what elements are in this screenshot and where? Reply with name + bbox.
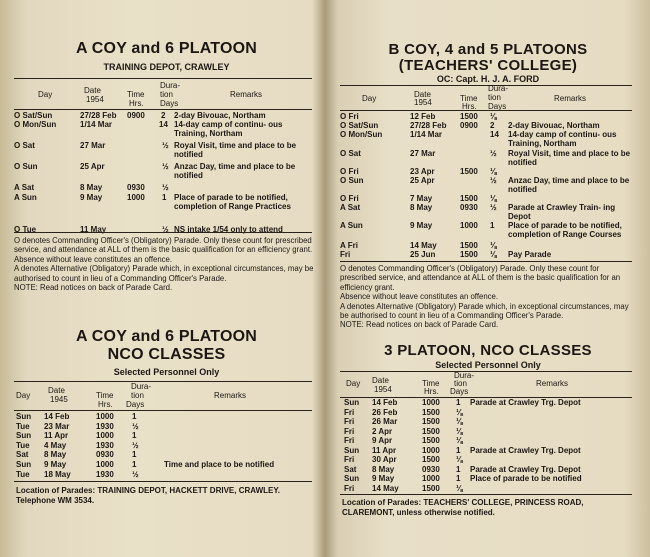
row-duration: ½ bbox=[162, 141, 169, 150]
row-time: 0930 bbox=[460, 203, 478, 212]
row-date: 11 Apr bbox=[44, 431, 69, 441]
row-duration: 1 bbox=[456, 398, 461, 407]
header-year: 1954 bbox=[86, 95, 104, 104]
header-day: Day bbox=[362, 94, 377, 103]
header-hrs: Hrs. bbox=[462, 102, 477, 111]
row-remarks: NS intake 1/54 only to attend bbox=[174, 225, 283, 234]
row-day: O Sat bbox=[340, 149, 361, 158]
row-remarks: Parade at Crawley Trg. Depot bbox=[470, 398, 581, 407]
row-date: 11 May bbox=[80, 225, 107, 234]
header-time: Time bbox=[127, 90, 145, 99]
row-duration: ⅛ bbox=[490, 241, 497, 250]
row-date: 1/14 Mar bbox=[410, 130, 443, 139]
row-day: O Sun bbox=[340, 176, 364, 185]
note-read-notices: NOTE: Read notices on back of Parade Card. bbox=[14, 283, 173, 293]
row-duration: ½ bbox=[490, 203, 497, 212]
row-date: 14 May bbox=[410, 241, 437, 250]
row-day: Sat bbox=[344, 464, 357, 474]
header-tion: tion bbox=[160, 90, 173, 99]
row-duration: 2 bbox=[161, 111, 166, 120]
row-duration: 1 bbox=[456, 445, 461, 455]
table-header-rule bbox=[340, 110, 632, 111]
row-day: Fri bbox=[344, 417, 355, 426]
row-time: 1930 bbox=[96, 469, 114, 479]
row-day: O Tue bbox=[14, 225, 37, 234]
table-bottom-rule bbox=[14, 232, 312, 233]
header-remarks: Remarks bbox=[230, 90, 263, 99]
nco-title: 3 PLATOON, NCO CLASSES bbox=[384, 342, 592, 359]
header-days: Days bbox=[126, 400, 145, 409]
row-date: 25 Apr bbox=[80, 162, 105, 171]
header-hrs: Hrs. bbox=[129, 99, 144, 108]
row-time: 0900 bbox=[460, 121, 478, 130]
row-date: 8 May bbox=[80, 183, 103, 192]
header-year: 1954 bbox=[374, 385, 392, 394]
row-duration: ⅛ bbox=[490, 250, 497, 259]
row-day: A Sat bbox=[340, 203, 361, 212]
row-date: 27/28 Feb bbox=[410, 121, 447, 130]
nco-table-bottom-rule bbox=[14, 481, 312, 482]
row-duration: 2 bbox=[490, 121, 495, 130]
row-date: 30 Apr bbox=[372, 455, 397, 464]
row-date: 14 May bbox=[372, 483, 399, 493]
row-duration: ⅛ bbox=[456, 407, 463, 417]
row-day: O Fri bbox=[340, 112, 359, 121]
note-alternative: A denotes Alternative (Obligatory) Parade which, in exceptional circumstances, may be authorised to count in lieu of a Commanding Officer's Parade. bbox=[14, 264, 314, 283]
note-obligatory: O denotes Commanding Officer's (Obligatory) Parade. Only these count for prescribed service, and attendance at ALL of them is the basic qualification for an efficiency grant. bbox=[14, 236, 313, 255]
row-duration: 1 bbox=[132, 450, 137, 460]
row-time: 1500 bbox=[460, 112, 478, 121]
right-page bbox=[340, 0, 636, 557]
header-tion: tion bbox=[488, 93, 501, 102]
row-day: Fri bbox=[340, 250, 351, 259]
table-bottom-rule bbox=[340, 261, 632, 262]
row-remarks: 2-day Bivouac, Northam bbox=[508, 121, 600, 130]
header-day: Day bbox=[38, 90, 53, 99]
row-day: Sun bbox=[16, 431, 32, 441]
row-date: 25 Jun bbox=[410, 250, 436, 259]
row-remarks: Anzac Day, time and place to be notified bbox=[508, 176, 630, 195]
row-day: Sun bbox=[344, 445, 360, 455]
row-remarks: Parade at Crawley Trg. Depot bbox=[470, 464, 581, 474]
row-duration: ⅛ bbox=[456, 417, 463, 426]
row-date: 8 May bbox=[44, 450, 67, 460]
page-title-college: (TEACHERS' COLLEGE) bbox=[398, 57, 578, 74]
row-date: 26 Feb bbox=[372, 407, 398, 417]
row-day: A Sun bbox=[14, 193, 37, 202]
header-date: Date bbox=[414, 90, 431, 99]
row-date: 14 Feb bbox=[372, 398, 398, 407]
row-date: 9 May bbox=[80, 193, 103, 202]
row-time: 0930 bbox=[127, 183, 145, 192]
header-remarks: Remarks bbox=[214, 391, 247, 400]
row-remarks: Parade at Crawley Train- ing Depot bbox=[508, 203, 616, 222]
row-day: A Sat bbox=[14, 183, 35, 192]
row-date: 25 Apr bbox=[410, 176, 435, 185]
row-duration: ⅛ bbox=[490, 167, 497, 176]
officer-commanding: OC: Capt. H. J. A. FORD bbox=[436, 74, 540, 84]
page-title: A COY and 6 PLATOON bbox=[75, 40, 257, 57]
row-date: 4 May bbox=[44, 440, 67, 450]
row-duration: ⅛ bbox=[456, 483, 463, 493]
row-day: Fri bbox=[344, 436, 355, 445]
row-date: 11 Apr bbox=[372, 445, 397, 455]
row-date: 18 May bbox=[44, 469, 71, 479]
header-hrs: Hrs. bbox=[98, 400, 113, 409]
row-remarks: Time and place to be notified bbox=[164, 460, 275, 469]
note-absence: Absence without leave constitutes an offence. bbox=[340, 292, 499, 302]
header-date: Date bbox=[48, 386, 65, 395]
row-remarks: Place of parade to be notified bbox=[470, 474, 582, 483]
nco-table-top-rule bbox=[340, 371, 632, 372]
row-duration: ½ bbox=[132, 421, 139, 431]
row-time: 1000 bbox=[460, 221, 478, 230]
row-duration: ⅛ bbox=[456, 436, 463, 445]
row-remarks: Royal Visit, time and place to be notified bbox=[174, 141, 297, 160]
table-header-rule bbox=[14, 109, 312, 110]
nco-table-top-rule bbox=[14, 381, 312, 382]
row-day: Fri bbox=[344, 426, 355, 436]
note-obligatory: O denotes Commanding Officer's (Obligatory) Parade. Only these count for prescribed service, and attendance at ALL of them is the basic qualification for an efficiency grant. bbox=[340, 264, 621, 292]
header-date: Date bbox=[84, 86, 101, 95]
row-date: 14 Feb bbox=[44, 412, 70, 421]
location-of-parades: Location of Parades: TRAINING DEPOT, HACKETT DRIVE, CRAWLEY. Telephone WM 3534. bbox=[16, 486, 281, 505]
row-time: 0930 bbox=[422, 464, 440, 474]
page-title: B COY, 4 and 5 PLATOONS bbox=[388, 41, 588, 58]
header-date: Date bbox=[372, 376, 389, 385]
row-duration: ½ bbox=[132, 440, 139, 450]
row-date: 2 Apr bbox=[372, 426, 393, 436]
row-time: 1500 bbox=[460, 250, 478, 259]
row-day: O Sat bbox=[14, 141, 35, 150]
row-date: 1/14 Mar bbox=[80, 120, 113, 129]
row-day: O Fri bbox=[340, 194, 359, 203]
row-date: 27/28 Feb bbox=[80, 111, 117, 120]
row-duration: 1 bbox=[132, 460, 137, 469]
row-duration: ½ bbox=[162, 162, 169, 171]
notes-block bbox=[340, 264, 634, 330]
note-read-notices: NOTE: Read notices on back of Parade Card. bbox=[340, 320, 499, 330]
header-time: Time bbox=[460, 94, 478, 103]
row-time: 1930 bbox=[96, 440, 114, 450]
row-day: Tue bbox=[16, 440, 30, 450]
header-dura: Dura- bbox=[488, 84, 509, 93]
row-date: 9 May bbox=[44, 460, 67, 469]
row-duration: 1 bbox=[162, 193, 167, 202]
row-day: Fri bbox=[344, 455, 355, 464]
nco-subtitle: Selected Personnel Only bbox=[435, 360, 541, 370]
header-remarks: Remarks bbox=[554, 94, 587, 103]
header-dura: Dura- bbox=[454, 371, 475, 380]
row-remarks: Parade at Crawley Trg. Depot bbox=[470, 445, 581, 455]
row-remarks: Pay Parade bbox=[508, 250, 552, 259]
header-tion: tion bbox=[454, 379, 467, 388]
row-duration: ⅛ bbox=[456, 455, 463, 464]
row-time: 1500 bbox=[422, 417, 440, 426]
row-date: 8 May bbox=[372, 464, 395, 474]
row-day: O Sat/Sun bbox=[340, 121, 379, 130]
header-dura: Dura- bbox=[131, 382, 152, 391]
header-remarks: Remarks bbox=[536, 379, 569, 388]
nco-subtitle: Selected Personnel Only bbox=[113, 367, 220, 377]
row-duration: 1 bbox=[490, 221, 495, 230]
header-days: Days bbox=[160, 99, 179, 108]
row-duration: ½ bbox=[490, 149, 497, 158]
row-duration: 1 bbox=[456, 464, 461, 474]
row-duration: 14 bbox=[490, 130, 499, 139]
nco-table-bottom-rule bbox=[340, 494, 632, 495]
row-date: 9 Apr bbox=[372, 436, 393, 445]
row-time: 1000 bbox=[422, 445, 440, 455]
row-duration: ½ bbox=[132, 469, 139, 479]
note-alternative: A denotes Alternative (Obligatory) Parade which, in exceptional circumstances, may be authorised to count in lieu of a Commanding Officer's Parade. bbox=[340, 301, 629, 321]
row-time: 0900 bbox=[127, 111, 145, 120]
row-remarks: 14-day camp of continu- ous Training, Northam bbox=[508, 130, 617, 149]
row-duration: ½ bbox=[162, 225, 169, 234]
header-year: 1945 bbox=[50, 395, 68, 404]
header-hrs: Hrs. bbox=[424, 387, 439, 396]
row-date: 9 May bbox=[372, 474, 395, 483]
row-day: O Fri bbox=[340, 167, 359, 176]
row-day: Sun bbox=[344, 398, 360, 407]
row-day: Sun bbox=[16, 460, 32, 469]
row-day: Tue bbox=[16, 469, 30, 479]
table-top-rule bbox=[340, 85, 632, 86]
row-date: 27 Mar bbox=[80, 141, 106, 150]
row-time: 1000 bbox=[422, 398, 440, 407]
header-day: Day bbox=[16, 391, 31, 400]
notes-block bbox=[14, 236, 314, 292]
row-time: 1500 bbox=[422, 436, 440, 445]
row-duration: ½ bbox=[490, 176, 497, 185]
row-time: 1500 bbox=[422, 455, 440, 464]
row-day: O Sun bbox=[14, 162, 38, 171]
row-duration: ⅛ bbox=[456, 426, 463, 436]
header-time: Time bbox=[422, 379, 440, 388]
nco-table-header-rule bbox=[14, 410, 312, 411]
row-time: 1000 bbox=[127, 193, 145, 202]
row-date: 9 May bbox=[410, 221, 433, 230]
row-day: Sun bbox=[344, 474, 360, 483]
row-time: 1500 bbox=[422, 407, 440, 417]
row-remarks: 2-day Bivouac, Northam bbox=[174, 111, 266, 120]
row-time: 0930 bbox=[96, 450, 114, 460]
row-duration: ⅛ bbox=[490, 194, 497, 203]
row-date: 23 Apr bbox=[410, 167, 435, 176]
row-remarks: Royal Visit, time and place to be notified bbox=[508, 149, 631, 168]
row-time: 1000 bbox=[96, 431, 114, 441]
header-day: Day bbox=[346, 379, 361, 388]
row-time: 1500 bbox=[460, 194, 478, 203]
row-day: Sun bbox=[16, 412, 32, 421]
row-day: A Sun bbox=[340, 221, 363, 230]
row-date: 26 Mar bbox=[372, 417, 398, 426]
left-page bbox=[14, 0, 319, 557]
row-day: Fri bbox=[344, 483, 355, 493]
row-day: O Mon/Sun bbox=[340, 130, 383, 139]
row-time: 1000 bbox=[96, 460, 114, 469]
row-time: 1000 bbox=[96, 412, 114, 421]
row-time: 1500 bbox=[422, 426, 440, 436]
row-date: 12 Feb bbox=[410, 112, 436, 121]
row-day: Tue bbox=[16, 421, 30, 431]
row-date: 7 May bbox=[410, 194, 433, 203]
nco-title-line1: A COY and 6 PLATOON bbox=[75, 328, 257, 345]
header-year: 1954 bbox=[414, 98, 432, 107]
header-dura: Dura- bbox=[160, 81, 181, 90]
row-day: Sat bbox=[16, 450, 29, 460]
row-remarks: Anzac Day, time and place to be notified bbox=[174, 162, 296, 181]
row-duration: 1 bbox=[456, 474, 461, 483]
row-day: O Sat/Sun bbox=[14, 111, 53, 120]
row-day: Fri bbox=[344, 407, 355, 417]
row-date: 23 Mar bbox=[44, 421, 70, 431]
header-days: Days bbox=[488, 102, 507, 111]
row-duration: ⅛ bbox=[490, 112, 497, 121]
row-date: 8 May bbox=[410, 203, 433, 212]
row-remarks: Place of parade to be notified, completion of Range Courses bbox=[508, 221, 622, 240]
row-remarks: Place of parade to be notified, completion of Range Practices bbox=[174, 193, 291, 212]
row-time: 1000 bbox=[422, 474, 440, 483]
location-of-parades: Location of Parades: TEACHERS' COLLEGE, PRINCESS ROAD, CLAREMONT, unless otherwise notified. bbox=[342, 498, 584, 517]
row-duration: 1 bbox=[132, 412, 137, 421]
table-top-rule bbox=[14, 78, 312, 79]
row-day: A Fri bbox=[340, 241, 358, 250]
note-absence: Absence without leave constitutes an offence. bbox=[14, 254, 173, 264]
row-duration: 14 bbox=[159, 120, 168, 129]
row-time: 1930 bbox=[96, 421, 114, 431]
nco-title-line2: NCO CLASSES bbox=[107, 346, 226, 363]
row-duration: 1 bbox=[132, 431, 137, 441]
row-date: 27 Mar bbox=[410, 149, 436, 158]
row-time: 1500 bbox=[460, 241, 478, 250]
page-subtitle: TRAINING DEPOT, CRAWLEY bbox=[103, 62, 230, 72]
header-time: Time bbox=[96, 391, 114, 400]
header-tion: tion bbox=[131, 391, 144, 400]
header-days: Days bbox=[450, 387, 469, 396]
row-time: 1500 bbox=[460, 167, 478, 176]
row-day: O Mon/Sun bbox=[14, 120, 57, 129]
row-duration: ½ bbox=[162, 183, 169, 192]
row-remarks: 14-day camp of continu- ous Training, Northam bbox=[174, 120, 283, 139]
row-time: 1500 bbox=[422, 483, 440, 493]
